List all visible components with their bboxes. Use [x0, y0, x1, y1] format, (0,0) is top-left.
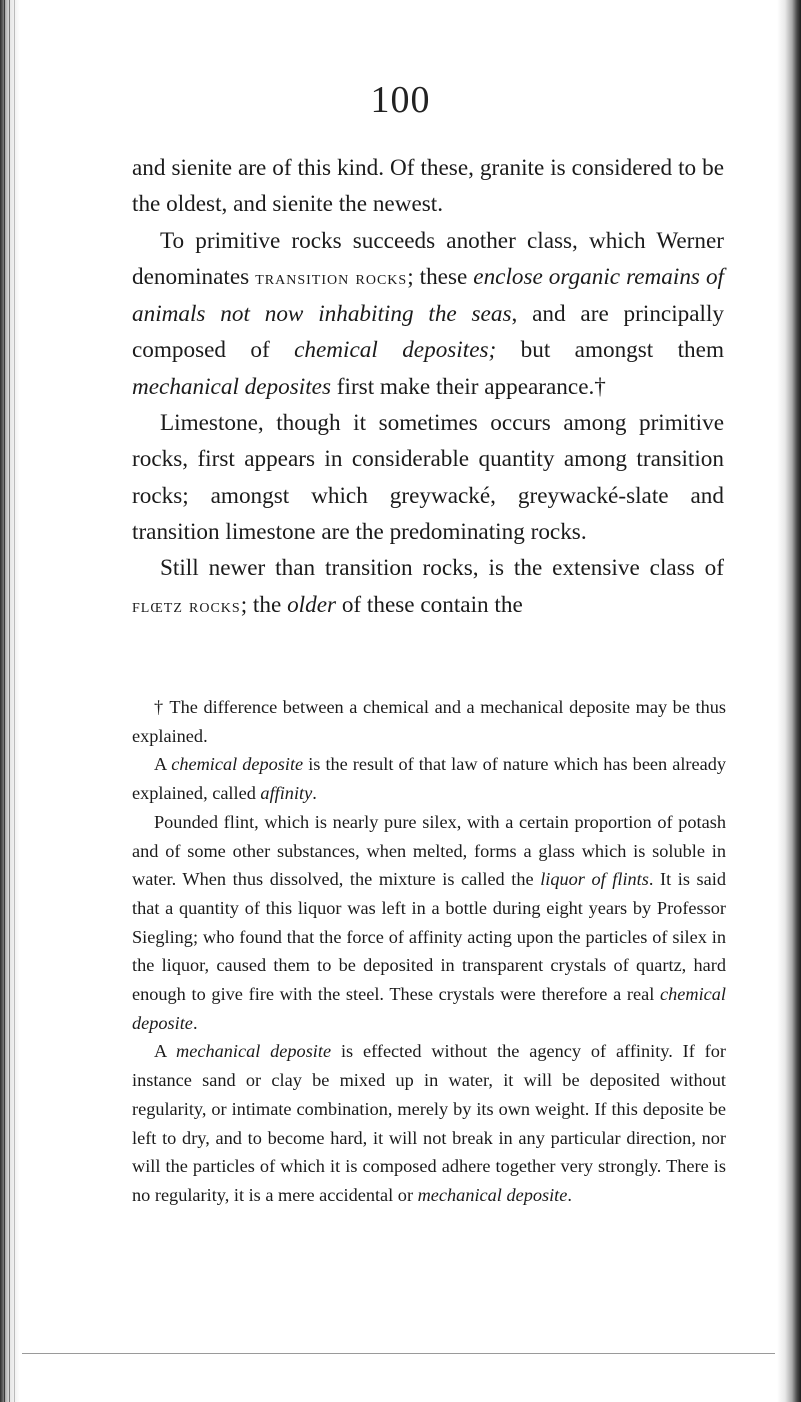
paragraph	[132, 223, 724, 405]
text-run: . It is said that a quantity of this liquor was left in a bottle during eight years by Professor Siegling; who found that the force of affinity acting upon the particles of silex in the liquor, caused them to be deposited in transparent crystals of quartz, hard enough to give fire with the steel. These crystals were therefore a real	[132, 869, 726, 1005]
paragraph	[132, 405, 724, 550]
text-run: , and are principally composed of	[132, 301, 725, 364]
paragraph-text: and sienite are of this kind. Of these, granite is considered to be the oldest, and sienite the newest.	[132, 155, 724, 218]
text-run: is the result of that law of nature which has been already explained, called	[132, 754, 727, 804]
text-run: .	[192, 1012, 198, 1033]
binding-line	[14, 0, 15, 1402]
text-run: but amongst them	[496, 337, 724, 364]
text-run: To primitive rocks succeeds another class, which Werner denominates	[132, 227, 724, 290]
footnote-paragraph	[132, 750, 726, 807]
text-run: Still newer than transition rocks, is the extensive class of	[160, 555, 724, 582]
text-run: .	[567, 1184, 572, 1205]
page-bottom-edge	[22, 1353, 775, 1354]
paragraph	[132, 550, 724, 624]
text-run: is effected without the agency of affinity. If for instance sand or clay be mixed up in water, it will be deposited without regularity, or intimate combination, merely by its own weight. If this deposite be left to dry, and to become hard, it will not break in any particular direction, nor will the particles of which it is composed adhere together very strongly. There is no regularity, it is a mere accidental or	[132, 1041, 726, 1205]
text-run: of these contain the	[336, 591, 523, 618]
small-caps-term: transition rocks	[255, 266, 408, 289]
footnote-paragraph	[132, 808, 726, 1038]
paragraph-text: Limestone, though it sometimes occurs among primitive rocks, first appears in considerable quantity among transition rocks; amongst which greywacké, greywacké-slate and transition limestone are the predominating rocks.	[132, 410, 724, 545]
italic-phrase: chemical deposite	[171, 754, 304, 775]
footnote-paragraph	[132, 1037, 726, 1209]
text-run: A	[154, 1041, 177, 1062]
italic-phrase: older	[287, 591, 337, 618]
italic-phrase: enclose organic remains of animals not now inhabiting the seas	[132, 263, 724, 328]
text-run: .	[312, 783, 317, 804]
footnote-block	[132, 693, 726, 1210]
footnote-text: † The difference between a chemical and a mechanical deposite may be thus explained.	[132, 697, 726, 746]
main-text	[132, 150, 724, 624]
text-run: ; these	[407, 263, 474, 290]
italic-phrase: mechanical deposite	[176, 1041, 332, 1062]
italic-phrase: affinity	[260, 783, 313, 804]
italic-phrase: chemical deposite	[132, 984, 726, 1033]
binding-line	[4, 0, 5, 1402]
italic-phrase: mechanical deposite	[417, 1184, 568, 1205]
text-run: first make their appearance.†	[330, 373, 606, 400]
italic-phrase: chemical deposites;	[294, 337, 497, 364]
text-run: Pounded flint, which is nearly pure silex, with a certain proportion of potash and of some other substances, when melted, forms a glass which is soluble in water. When thus dissolved, the mixture is called the	[132, 811, 726, 890]
footnote-paragraph	[132, 693, 726, 750]
italic-phrase: mechanical deposites	[132, 373, 331, 400]
text-run: ; the	[240, 591, 288, 618]
italic-phrase: liquor of flints	[540, 869, 649, 890]
binding-edge-right	[777, 0, 801, 1402]
binding-line	[9, 0, 10, 1402]
small-caps-term: flœtz rocks	[132, 594, 241, 617]
binding-edge-left	[0, 0, 20, 1402]
text-run: A	[154, 754, 172, 775]
page-number: 100	[370, 79, 431, 121]
paragraph	[132, 150, 724, 223]
